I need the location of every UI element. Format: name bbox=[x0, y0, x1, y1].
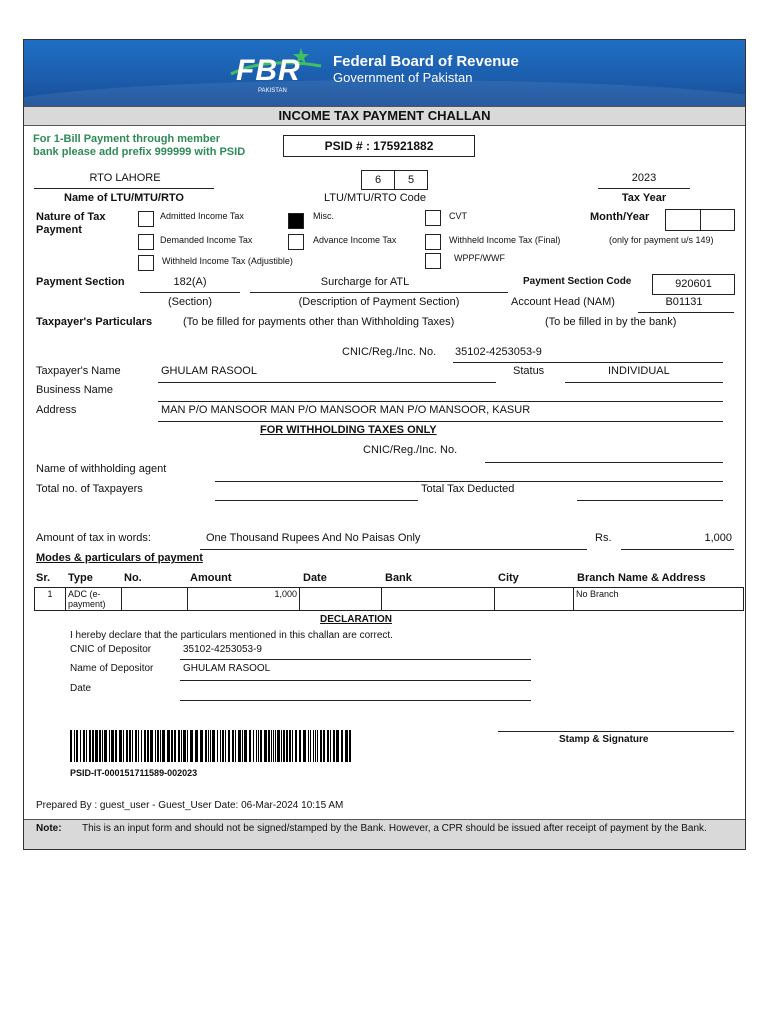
checkbox-withheld-final[interactable] bbox=[425, 234, 441, 250]
header-banner bbox=[24, 40, 745, 106]
business-name-label: Business Name bbox=[36, 384, 114, 396]
rto-label: Name of LTU/MTU/RTO bbox=[64, 192, 184, 204]
section-value: 182(A) bbox=[173, 276, 207, 288]
checkbox-withheld-adj[interactable] bbox=[138, 255, 154, 271]
rs-value: 1,000 bbox=[704, 532, 732, 544]
logo-text: FBR bbox=[236, 54, 301, 87]
address-value: MAN P/O MANSOOR MAN P/O MANSOOR MAN P/O MANSOOR, KASUR bbox=[161, 404, 531, 416]
opt-wppf-label: WPPF/WWF bbox=[454, 253, 505, 263]
withholding-cnic-label: CNIC/Reg./Inc. No. bbox=[363, 444, 458, 456]
cnic-value: 35102-4253053-9 bbox=[455, 346, 542, 358]
nature-label-1: Nature of Tax bbox=[36, 211, 106, 223]
cell-no bbox=[122, 588, 188, 611]
depositor-name-label: Name of Depositor bbox=[70, 663, 154, 674]
status-label: Status bbox=[513, 365, 545, 377]
checkbox-wppf[interactable] bbox=[425, 253, 441, 269]
prepared-by: Prepared By : guest_user - Guest_User Date: 06-Mar-2024 10:15 AM bbox=[36, 800, 344, 811]
checkbox-admitted[interactable] bbox=[138, 211, 154, 227]
checkbox-cvt[interactable] bbox=[425, 210, 441, 226]
col-type: Type bbox=[68, 572, 93, 584]
taxpayer-heading: Taxpayer's Particulars bbox=[36, 316, 153, 328]
cell-city bbox=[495, 588, 574, 611]
checkbox-advance[interactable] bbox=[288, 234, 304, 250]
code-label: LTU/MTU/RTO Code bbox=[323, 192, 427, 204]
amount-words-label: Amount of tax in words: bbox=[36, 532, 151, 544]
opt-withheld-adj-label: Withheld Income Tax (Adjustible) bbox=[162, 256, 293, 266]
opt-demanded-label: Demanded Income Tax bbox=[160, 235, 253, 245]
depositor-cnic-label: CNIC of Depositor bbox=[70, 644, 152, 655]
section-desc-caption: (Description of Payment Section) bbox=[298, 296, 460, 308]
section-code-label: Payment Section Code bbox=[523, 276, 632, 287]
code-2: 5 bbox=[407, 174, 415, 186]
opt-withheld-final-label: Withheld Income Tax (Final) bbox=[449, 235, 561, 245]
psid-label: PSID # : 175921882 bbox=[324, 139, 434, 153]
note-label: Note: bbox=[36, 823, 62, 834]
withholding-heading: FOR WITHHOLDING TAXES ONLY bbox=[260, 424, 437, 436]
note-bar bbox=[24, 819, 745, 849]
psid-box bbox=[283, 135, 475, 157]
payment-section-label: Payment Section bbox=[36, 276, 125, 288]
taxpayer-heading-note: (To be filled for payments other than Withholding Taxes) bbox=[183, 316, 455, 328]
month-year-note: (only for payment u/s 149) bbox=[609, 235, 714, 245]
barcode-text: PSID-IT-000151711589-002023 bbox=[70, 768, 198, 778]
section-code-box bbox=[652, 274, 735, 295]
cell-amount: 1,000 bbox=[188, 588, 300, 611]
bank-note: (To be filled in by the bank) bbox=[545, 316, 677, 328]
opt-cvt-label: CVT bbox=[449, 211, 467, 221]
section-caption: (Section) bbox=[167, 296, 213, 308]
opt-advance-label: Advance Income Tax bbox=[313, 235, 397, 245]
col-city: City bbox=[498, 572, 519, 584]
depositor-cnic-value: 35102-4253053-9 bbox=[183, 644, 262, 655]
section-code-value: 920601 bbox=[675, 278, 712, 290]
opt-misc-label: Misc. bbox=[313, 211, 334, 221]
code-1: 6 bbox=[374, 174, 382, 186]
cell-bank bbox=[382, 588, 495, 611]
checkbox-demanded[interactable] bbox=[138, 234, 154, 250]
address-label: Address bbox=[36, 404, 77, 416]
col-bank: Bank bbox=[385, 572, 412, 584]
col-branch: Branch Name & Address bbox=[577, 572, 706, 584]
depositor-name-value: GHULAM RASOOL bbox=[183, 663, 271, 674]
cell-branch: No Branch bbox=[574, 588, 744, 611]
cell-sr: 1 bbox=[35, 588, 66, 611]
cell-date bbox=[300, 588, 382, 611]
note-text: This is an input form and should not be signed/stamped by the Bank. However, a CPR should be issued after receipt of payment by the Bank. bbox=[82, 823, 707, 834]
taxpayer-name-value: GHULAM RASOOL bbox=[161, 365, 257, 377]
amount-words-value: One Thousand Rupees And No Paisas Only bbox=[206, 532, 421, 544]
cell-type: ADC (e-payment) bbox=[66, 588, 122, 611]
depositor-date-label: Date bbox=[70, 683, 92, 694]
year-box[interactable] bbox=[700, 209, 735, 231]
code-box-1 bbox=[361, 170, 395, 190]
declaration-heading: DECLARATION bbox=[320, 614, 393, 625]
tax-year-value: 2023 bbox=[631, 172, 657, 184]
checkbox-misc[interactable] bbox=[288, 213, 304, 229]
rs-label: Rs. bbox=[595, 532, 612, 544]
account-head-label: Account Head (NAM) bbox=[511, 296, 615, 308]
psid-note-line1: For 1-Bill Payment through member bbox=[33, 133, 221, 145]
declaration-text: I hereby declare that the particulars mentioned in this challan are correct. bbox=[70, 630, 393, 641]
account-head-value: B01131 bbox=[665, 296, 703, 308]
taxpayer-name-label: Taxpayer's Name bbox=[36, 365, 121, 377]
org-subtitle: Government of Pakistan bbox=[333, 70, 473, 85]
month-year-label: Month/Year bbox=[590, 211, 650, 223]
org-name: Federal Board of Revenue bbox=[333, 53, 519, 70]
col-no: No. bbox=[124, 572, 142, 584]
psid-note-line2: bank please add prefix 999999 with PSID bbox=[33, 146, 246, 158]
total-taxpayers-label: Total no. of Taxpayers bbox=[36, 483, 143, 495]
col-amount: Amount bbox=[190, 572, 232, 584]
cnic-label: CNIC/Reg./Inc. No. bbox=[342, 346, 437, 358]
col-sr: Sr. bbox=[36, 572, 51, 584]
stamp-signature-label: Stamp & Signature bbox=[559, 734, 649, 745]
barcode-icon bbox=[70, 730, 353, 762]
opt-admitted-label: Admitted Income Tax bbox=[160, 211, 244, 221]
code-box-2 bbox=[394, 170, 428, 190]
modes-heading: Modes & particulars of payment bbox=[36, 552, 203, 564]
agent-label: Name of withholding agent bbox=[36, 463, 167, 475]
tax-year-label: Tax Year bbox=[621, 192, 667, 204]
section-desc-value: Surcharge for ATL bbox=[320, 276, 410, 288]
table-row bbox=[35, 588, 744, 611]
page-title: INCOME TAX PAYMENT CHALLAN bbox=[24, 106, 745, 126]
logo-subtext: PAKISTAN bbox=[258, 88, 287, 94]
col-date: Date bbox=[303, 572, 327, 584]
month-box[interactable] bbox=[665, 209, 701, 231]
status-value: INDIVIDUAL bbox=[608, 365, 670, 377]
total-tax-label: Total Tax Deducted bbox=[421, 483, 515, 495]
rto-value: RTO LAHORE bbox=[89, 172, 161, 184]
nature-label-2: Payment bbox=[36, 224, 82, 236]
payment-table bbox=[34, 587, 744, 611]
